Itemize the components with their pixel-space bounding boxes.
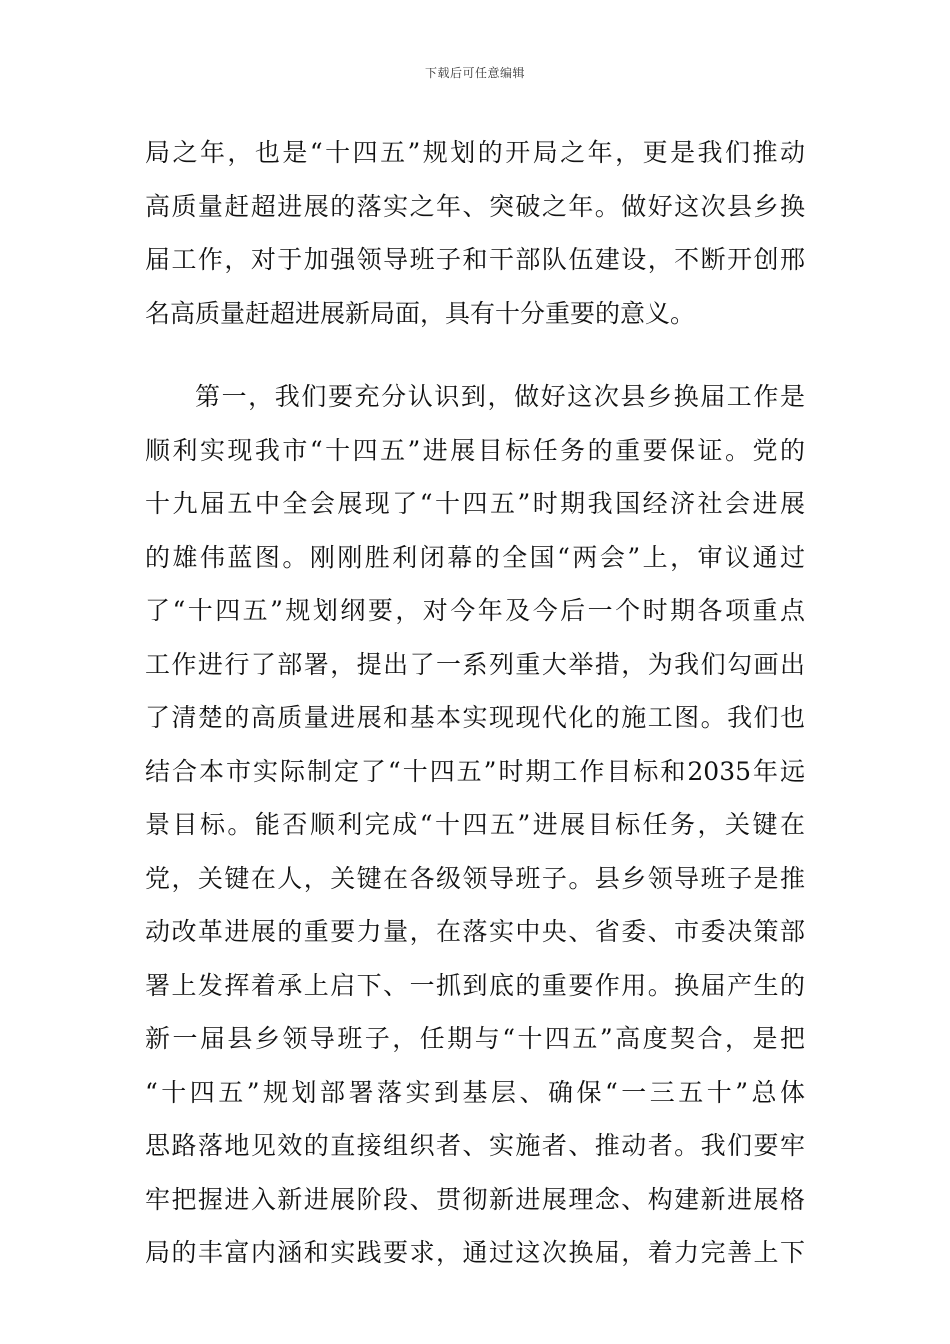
text-line: “十四五”规划部署落实到基层、确保“一三五十”总体	[145, 1077, 805, 1107]
paragraph-2	[145, 370, 805, 1280]
header-note: 下载后可任意编辑	[424, 66, 525, 80]
text-line: 名高质量赶超进展新局面，具有十分重要的意义。	[145, 298, 696, 328]
text-line: 动改革进展的重要力量，在落实中央、省委、市委决策部	[145, 917, 805, 946]
text-line: 牢把握进入新进展阶段、贯彻新进展理念、构建新进展格	[145, 1184, 805, 1214]
text-line: 了清楚的高质量进展和基本实现现代化的施工图。我们也	[145, 703, 805, 732]
text-line: 思路落地见效的直接组织者、实施者、推动者。我们要牢	[145, 1131, 805, 1160]
text-line: 署上发挥着承上启下、一抓到底的重要作用。换届产生的	[145, 970, 805, 1000]
text-line: 届工作，对于加强领导班子和干部队伍建设，不断开创邢	[145, 245, 805, 274]
text-line: 景目标。能否顺利完成“十四五”进展目标任务，关键在	[145, 810, 805, 839]
text-line: 了“十四五”规划纲要，对今年及今后一个时期各项重点	[145, 596, 805, 625]
text-line: 局的丰富内涵和实践要求，通过这次换届，着力完善上下	[145, 1238, 805, 1267]
text-line: 新一届县乡领导班子，任期与“十四五”高度契合，是把	[145, 1024, 805, 1053]
text-line: 顺利实现我市“十四五”进展目标任务的重要保证。党的	[145, 435, 805, 465]
text-line: 工作进行了部署，提出了一系列重大举措，为我们勾画出	[145, 649, 805, 679]
text-line: 党，关键在人，关键在各级领导班子。县乡领导班子是推	[145, 863, 805, 893]
paragraph-1	[145, 126, 805, 340]
text-line: 第一，我们要充分认识到，做好这次县乡换届工作是	[195, 382, 805, 411]
text-line: 高质量赶超进展的落实之年、突破之年。做好这次县乡换	[145, 191, 805, 221]
text-line: 结合本市实际制定了“十四五”时期工作目标和2035年远	[145, 756, 805, 786]
text-line: 局之年，也是“十四五”规划的开局之年，更是我们推动	[145, 138, 805, 167]
text-line: 的雄伟蓝图。刚刚胜利闭幕的全国“两会”上，审议通过	[145, 542, 805, 572]
text-line: 十九届五中全会展现了“十四五”时期我国经济社会进展	[145, 489, 805, 518]
